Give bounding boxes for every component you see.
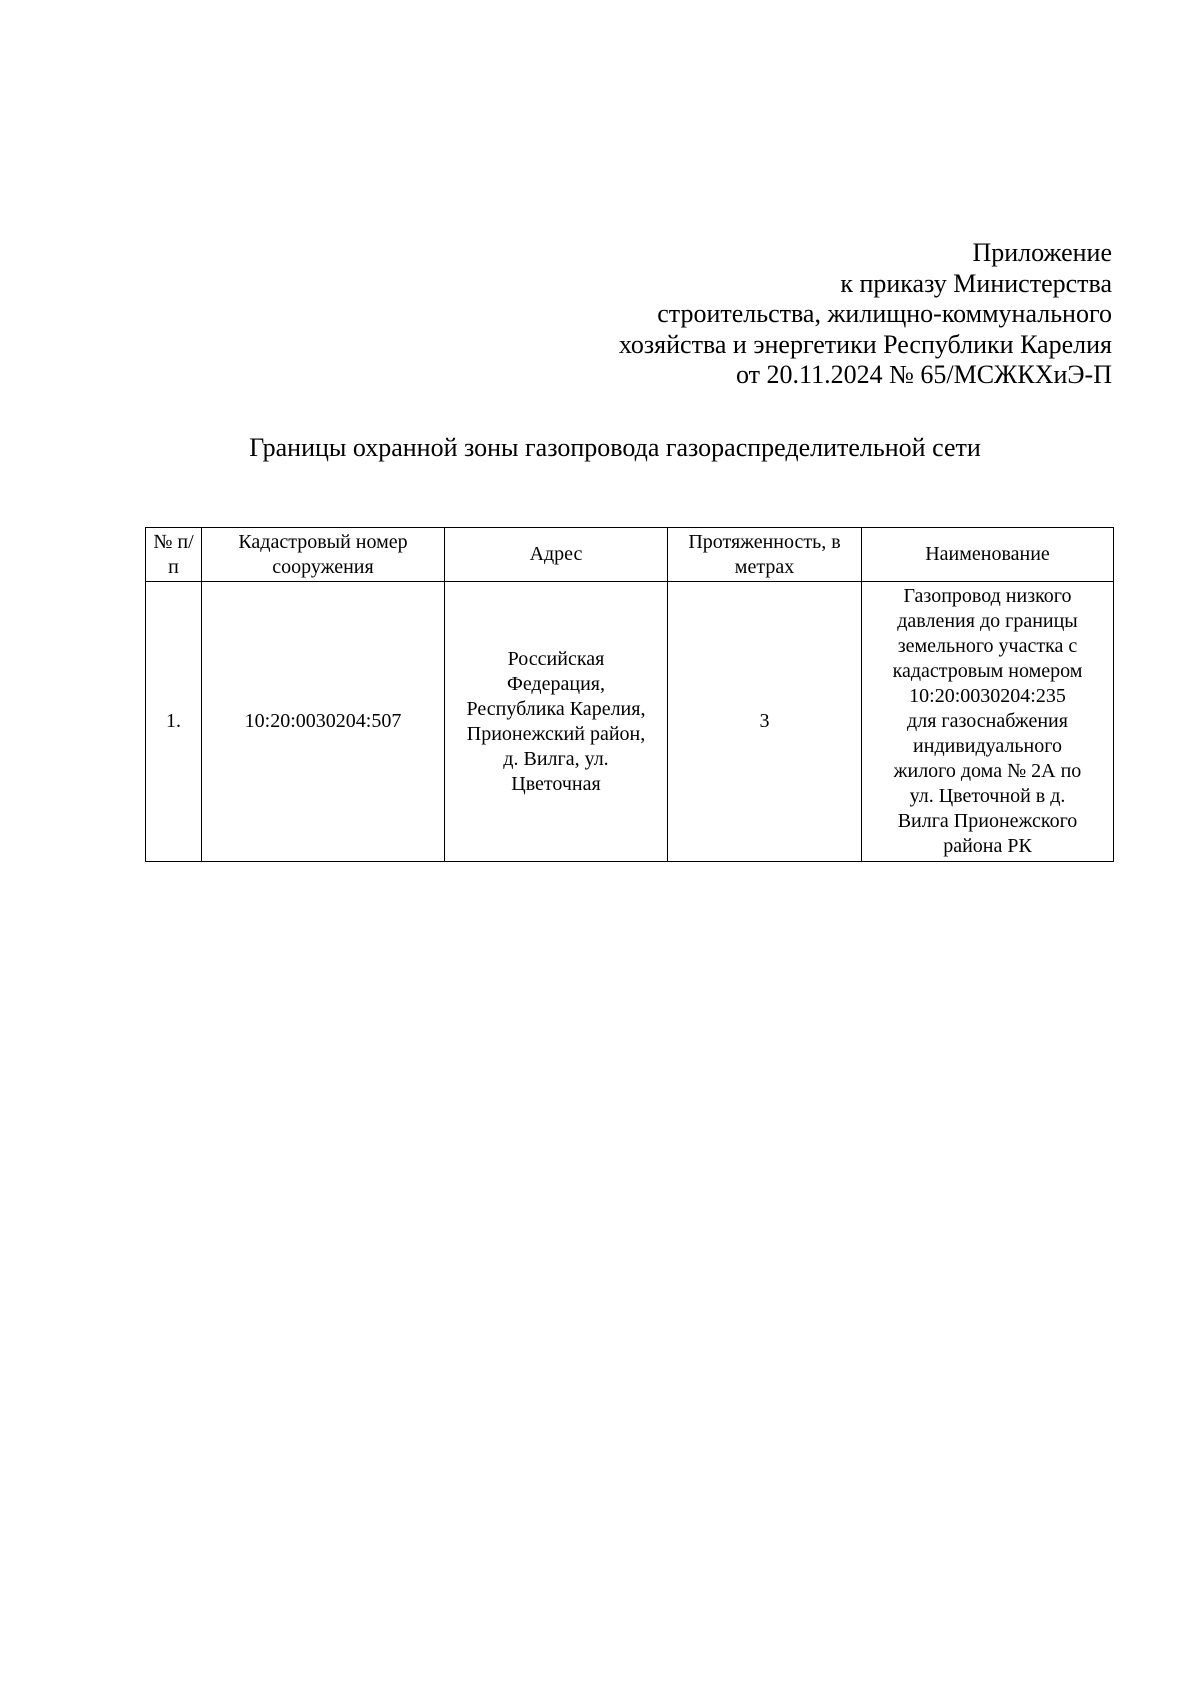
- name-line: земельного участка с: [897, 635, 1078, 657]
- cell-cadastral: 10:20:0030204:507: [202, 582, 445, 862]
- appendix-line: Приложение: [972, 238, 1112, 267]
- address-line: Федерация,: [507, 672, 605, 695]
- table-header-row: [146, 528, 1114, 582]
- cell-address: [445, 582, 668, 862]
- appendix-line: строительства, жилищно-коммунального: [657, 299, 1112, 328]
- cell-num: 1.: [146, 582, 202, 862]
- header-cadastral: Кадастровый номер сооружения: [202, 528, 445, 582]
- name-line: жилого дома № 2А по: [893, 760, 1082, 782]
- header-name: Наименование: [862, 528, 1114, 582]
- name-line: ул. Цветочной в д.: [909, 785, 1066, 807]
- name-line: давления до границы: [897, 610, 1078, 632]
- protection-zone-table: [145, 527, 1114, 862]
- appendix-line: к приказу Министерства: [840, 268, 1112, 298]
- address-line: д. Вилга, ул.: [503, 747, 609, 770]
- appendix-line: от 20.11.2024 № 65/МСЖКХиЭ-П: [736, 360, 1112, 389]
- address-line: Республика Карелия,: [466, 697, 646, 720]
- name-line: Газопровод низкого: [903, 585, 1072, 607]
- address-line: Цветочная: [511, 772, 601, 795]
- name-line: для газоснабжения: [907, 710, 1068, 732]
- appendix-header: [619, 238, 1112, 391]
- name-line: индивидуального: [913, 735, 1062, 757]
- appendix-line: хозяйства и энергетики Республики Карелия: [618, 329, 1112, 359]
- name-line: Вилга Прионежского: [897, 810, 1078, 832]
- header-address: Адрес: [445, 528, 668, 582]
- cell-name: [862, 582, 1114, 862]
- address-line: Российская: [507, 647, 605, 670]
- name-line: кадастровым номером: [892, 660, 1083, 682]
- document-title: Границы охранной зоны газопровода газораспределительной сети: [249, 433, 981, 462]
- name-line: 10:20:0030204:235: [909, 685, 1066, 707]
- cell-length: 3: [668, 582, 862, 862]
- address-line: Прионежский район,: [466, 722, 646, 745]
- header-num: № п/п: [146, 528, 202, 582]
- name-line: района РК: [943, 835, 1032, 857]
- table-row: [146, 582, 1114, 862]
- header-length: Протяженность, в метрах: [668, 528, 862, 582]
